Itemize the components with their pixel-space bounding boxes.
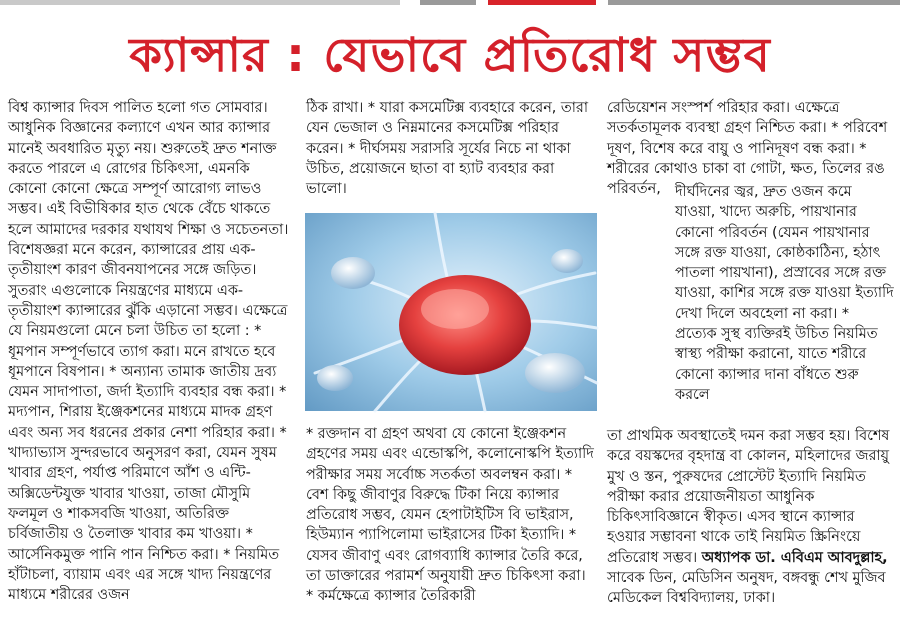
article-column-3-bottom xyxy=(607,426,895,620)
article-column-2-bottom: * রক্তদান বা গ্রহণ অথবা যে কোনো ইঞ্জেকশন গ্রহণের সময় এবং এন্ডোস্কপি, কলোনোস্কপি ইত্যাদি পরীক্ষার সময় সর্বোচ্চ সতর্কতা অবলম্বন করা। * বেশ কিছু জীবাণুর বিরুদ্ধে টিকা নিয়ে ক্যান্সার প্রতিরোধ সম্ভব, যেমন হেপাটাইটিস বি ভাইরাস, হিউম্যান প্যাপিলোমা ভাইরাসের টিকা ইত্যাদি। * যেসব জীবাণু এবং রোগব্যাধি ক্যান্সার তৈরি করে, তা ডাক্তারের পরামর্শ অনুযায়ী দ্রুত চিকিৎসা করা। * কর্মক্ষেত্রে ক্যান্সার তৈরিকারী xyxy=(306,426,594,605)
article-column-2-top: ঠিক রাখা। * যারা কসমেটিক্স ব্যবহারে করেন, তারা যেন ভেজাল ও নিম্নমানের কসমেটিক্স পরিহার করেন। * দীর্ঘসময় সরাসরি সূর্যের নিচে না থাকা উচিত, প্রয়োজনে ছাতা বা হ্যাট ব্যবহার করা ভালো। xyxy=(306,100,588,198)
author-affiliation: সাবেক ডিন, মেডিসিন অনুষদ, বঙ্গবন্ধু শেখ মুজিব মেডিকেল বিশ্ববিদ্যালয়, ঢাকা। xyxy=(607,570,886,607)
top-rule-segment xyxy=(420,0,476,5)
top-rule-segment xyxy=(0,0,400,5)
author-name: অধ্যাপক ডা. এবিএম আবদুল্লাহ, xyxy=(701,549,888,566)
article-headline: ক্যান্সার : যেভাবে প্রতিরোধ সম্ভব xyxy=(129,28,771,83)
top-rule-accent-segment xyxy=(488,0,596,5)
top-rule-segment xyxy=(608,0,900,5)
article-column-1: বিশ্ব ক্যান্সার দিবস পালিত হলো গত সোমবার। আধুনিক বিজ্ঞানের কল্যাণে এখন আর ক্যান্সার মানেই অবধারিত মৃত্যু নয়। শুরুতেই দ্রুত শনাক্ত করতে পারলে এ রোগের চিকিৎসা, এমনকি কোনো কোনো ক্ষেত্রে সম্পূর্ণ আরোগ্য লাভও সম্ভব। এই বিভীষিকার হাত থেকে বেঁচে থাকতে হলে আমাদের দরকার যথাযথ শিক্ষা ও সচেতনতা। বিশেষজ্ঞরা মনে করেন, ক্যান্সারের প্রায় এক-তৃতীয়াংশ কারণ জীবনযাপনের সঙ্গে জড়িত। সুতরাং এগুলোকে নিয়ন্ত্রণের মাধ্যমে এক-তৃতীয়াংশ ক্যান্সারের ঝুঁকি এড়ানো সম্ভব। এক্ষেত্রে যে নিয়মগুলো মেনে চলা উচিত তা হলো : * ধূমপান সম্পূর্ণভাবে ত্যাগ করা। মনে রাখতে হবে ধূমপানে বিষপান। * অন্যান্য তামাক জাতীয় দ্রব্য যেমন সাদাপাতা, জর্দা ইত্যাদি ব্যবহার বন্ধ করা। * মদ্যপান, শিরায় ইঞ্জেকশনের মাধ্যমে মাদক গ্রহণ এবং অন্য সব ধরনের প্রকার নেশা পরিহার করা। * খাদ্যাভ্যাস সুন্দরভাবে অনুসরণ করা, যেমন সুষম খাবার গ্রহণ, পর্যাপ্ত পরিমাণে আঁশ ও এন্টি-অক্সিডেন্টযুক্ত খাবার খাওয়া, তাজা মৌসুমি ফলমূল ও শাকসবজি খাওয়া, অতিরিক্ত চর্বিজাতীয় ও তৈলাক্ত খাবার কম খাওয়া। * আর্সেনিকমুক্ত পানি পান নিশ্চিত করা। * নিয়মিত হাঁটাচলা, ব্যায়াম এবং এর সঙ্গে খাদ্য নিয়ন্ত্রণের মাধ্যমে শরীরের ওজন xyxy=(8,100,289,604)
article-column-3-top: রেডিয়েশন সংস্পর্শ পরিহার করা। এক্ষেত্রে সতর্কতামূলক ব্যবস্থা গ্রহণ নিশ্চিত করা। * পরিবেশ দূষণ, বিশেষ করে বায়ু ও পানিদূষণ বন্ধ করা। * শরীরের কোথাও চাকা বা গোটা, ক্ষত, তিলের রঙ পরিবর্তন, xyxy=(607,100,888,198)
article-column-3-middle: দীর্ঘদিনের জ্বর, দ্রুত ওজন কমে যাওয়া, খাদ্যে অরুচি, পায়খানার কোনো পরিবর্তন (যেমন পায়খানার সঙ্গে রক্ত যাওয়া, কোষ্ঠকাঠিন্য, হঠাৎ পাতলা পায়খানা), প্রস্রাবের সঙ্গে রক্ত যাওয়া, কাশির সঙ্গে রক্ত যাওয়া ইত্যাদি দেখা দিলে অবহেলা না করা। * প্রত্যেক সুস্থ ব্যক্তিরই উচিত নিয়মিত স্বাস্থ্য পরীক্ষা করানো, যাতে শরীরে কোনো ক্যান্সার দানা বাঁধতে শুরু করলে xyxy=(675,184,894,403)
top-rule-bar xyxy=(0,0,900,6)
article-paragraph-end: তা প্রাথমিক অবস্থাতেই দমন করা সম্ভব হয়। বিশেষ করে বয়স্কদের বৃহদান্ত্র বা কোলন, মহিলাদের জরায়ু মুখ ও স্তন, পুরুষদের প্রোস্টেট ইত্যাদি নিয়মিত পরীক্ষা করার প্রয়োজনীয়তা আধুনিক চিকিৎসাবিজ্ঞানে স্বীকৃত। এসব স্থানে ক্যান্সার হওয়ার সম্ভাবনা থাকে তাই নিয়মিত স্ক্রিনিংয়ে প্রতিরোধ সম্ভব। xyxy=(607,428,890,566)
cancer-cell-illustration xyxy=(305,213,597,411)
